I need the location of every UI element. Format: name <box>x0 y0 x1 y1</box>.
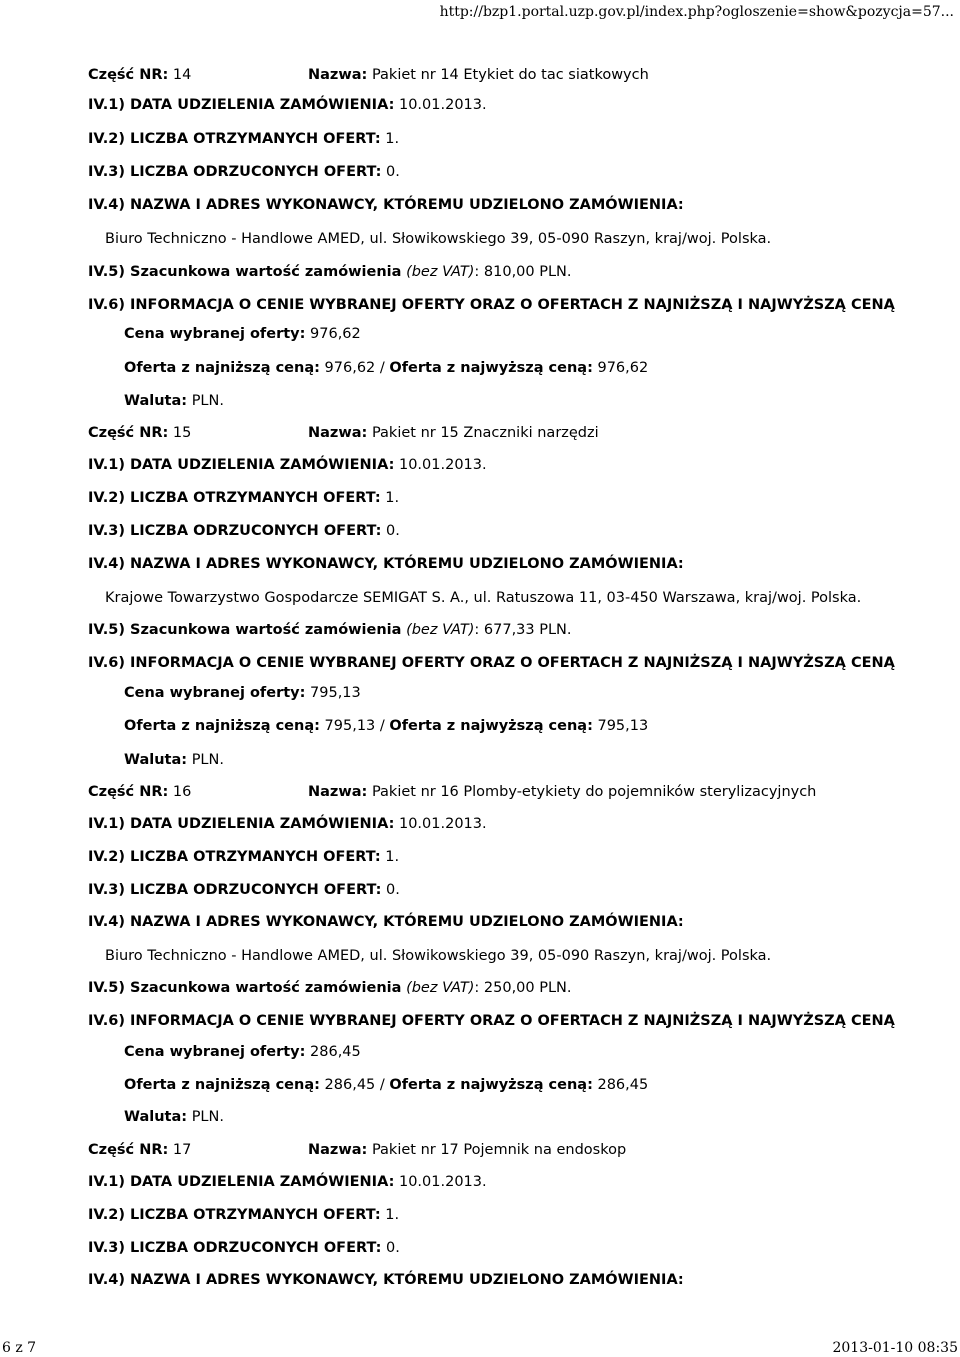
part-label: Część NR: <box>88 1142 169 1158</box>
contractor-heading: IV.4) NAZWA I ADRES WYKONAWCY, KTÓREMU UDZIELONO ZAMÓWIENIA: <box>88 197 684 213</box>
price-range: Oferta z najniższą ceną: 976,62 / Oferta z najwyższą ceną: 976,62 <box>124 360 649 376</box>
contractor-address: Biuro Techniczno - Handlowe AMED, ul. Słowikowskiego 39, 05-090 Raszyn, kraj/woj. Polska. <box>105 948 772 964</box>
offers-rejected: IV.3) LICZBA ODRZUCONYCH OFERT: 0. <box>88 523 400 539</box>
offers-received: IV.2) LICZBA OTRZYMANYCH OFERT: 1. <box>88 490 400 506</box>
part-label: Część NR: <box>88 784 169 800</box>
part-name: Pakiet nr 15 Znaczniki narzędzi <box>371 425 599 441</box>
page-url: http://bzp1.portal.uzp.gov.pl/index.php?ogloszenie=show&pozycja=57... <box>439 4 954 20</box>
selected-price: Cena wybranej oferty: 976,62 <box>124 326 361 342</box>
award-date: IV.1) DATA UDZIELENIA ZAMÓWIENIA: 10.01.2013. <box>88 816 487 832</box>
currency: Waluta: PLN. <box>124 1109 224 1125</box>
award-date: IV.1) DATA UDZIELENIA ZAMÓWIENIA: 10.01.2013. <box>88 1174 487 1190</box>
name-label: Nazwa: <box>308 1142 368 1158</box>
offers-rejected: IV.3) LICZBA ODRZUCONYCH OFERT: 0. <box>88 882 400 898</box>
award-date: IV.1) DATA UDZIELENIA ZAMÓWIENIA: 10.01.2013. <box>88 457 487 473</box>
part-header <box>88 783 817 801</box>
part-label: Część NR: <box>88 425 169 441</box>
name-label: Nazwa: <box>308 67 368 83</box>
name-label: Nazwa: <box>308 784 368 800</box>
price-range: Oferta z najniższą ceną: 795,13 / Oferta z najwyższą ceną: 795,13 <box>124 718 649 734</box>
part-number: 17 <box>172 1142 192 1158</box>
part-number: 15 <box>172 425 192 441</box>
estimated-value: IV.5) Szacunkowa wartość zamówienia (bez VAT): 250,00 PLN. <box>88 980 572 996</box>
page-number: 6 z 7 <box>2 1340 37 1356</box>
part-name: Pakiet nr 17 Pojemnik na endoskop <box>371 1142 627 1158</box>
contractor-heading: IV.4) NAZWA I ADRES WYKONAWCY, KTÓREMU UDZIELONO ZAMÓWIENIA: <box>88 556 684 572</box>
selected-price: Cena wybranej oferty: 286,45 <box>124 1044 361 1060</box>
award-date: IV.1) DATA UDZIELENIA ZAMÓWIENIA: 10.01.2013. <box>88 97 487 113</box>
part-number: 16 <box>172 784 192 800</box>
offers-received: IV.2) LICZBA OTRZYMANYCH OFERT: 1. <box>88 131 400 147</box>
part-name: Pakiet nr 16 Plomby-etykiety do pojemników sterylizacyjnych <box>371 784 817 800</box>
contractor-address: Biuro Techniczno - Handlowe AMED, ul. Słowikowskiego 39, 05-090 Raszyn, kraj/woj. Polska. <box>105 231 772 247</box>
price-info-heading: IV.6) INFORMACJA O CENIE WYBRANEJ OFERTY ORAZ O OFERTACH Z NAJNIŻSZĄ I NAJWYŻSZĄ CENĄ <box>88 655 895 671</box>
offers-received: IV.2) LICZBA OTRZYMANYCH OFERT: 1. <box>88 1207 400 1223</box>
name-label: Nazwa: <box>308 425 368 441</box>
part-name: Pakiet nr 14 Etykiet do tac siatkowych <box>371 67 649 83</box>
offers-rejected: IV.3) LICZBA ODRZUCONYCH OFERT: 0. <box>88 164 400 180</box>
part-header <box>88 424 599 442</box>
offers-rejected: IV.3) LICZBA ODRZUCONYCH OFERT: 0. <box>88 1240 400 1256</box>
part-label: Część NR: <box>88 67 169 83</box>
part-number: 14 <box>172 67 192 83</box>
price-info-heading: IV.6) INFORMACJA O CENIE WYBRANEJ OFERTY ORAZ O OFERTACH Z NAJNIŻSZĄ I NAJWYŻSZĄ CENĄ <box>88 297 895 313</box>
price-range: Oferta z najniższą ceną: 286,45 / Oferta z najwyższą ceną: 286,45 <box>124 1077 649 1093</box>
part-header <box>88 66 649 84</box>
estimated-value: IV.5) Szacunkowa wartość zamówienia (bez VAT): 677,33 PLN. <box>88 622 572 638</box>
part-header <box>88 1141 627 1159</box>
price-info-heading: IV.6) INFORMACJA O CENIE WYBRANEJ OFERTY ORAZ O OFERTACH Z NAJNIŻSZĄ I NAJWYŻSZĄ CENĄ <box>88 1013 895 1029</box>
selected-price: Cena wybranej oferty: 795,13 <box>124 685 361 701</box>
contractor-heading: IV.4) NAZWA I ADRES WYKONAWCY, KTÓREMU UDZIELONO ZAMÓWIENIA: <box>88 1272 684 1288</box>
currency: Waluta: PLN. <box>124 393 224 409</box>
print-timestamp: 2013-01-10 08:35 <box>832 1340 958 1356</box>
estimated-value: IV.5) Szacunkowa wartość zamówienia (bez VAT): 810,00 PLN. <box>88 264 572 280</box>
currency: Waluta: PLN. <box>124 752 224 768</box>
contractor-address: Krajowe Towarzystwo Gospodarcze SEMIGAT S. A., ul. Ratuszowa 11, 03-450 Warszawa, kraj/woj. Polska. <box>105 590 862 606</box>
contractor-heading: IV.4) NAZWA I ADRES WYKONAWCY, KTÓREMU UDZIELONO ZAMÓWIENIA: <box>88 914 684 930</box>
offers-received: IV.2) LICZBA OTRZYMANYCH OFERT: 1. <box>88 849 400 865</box>
